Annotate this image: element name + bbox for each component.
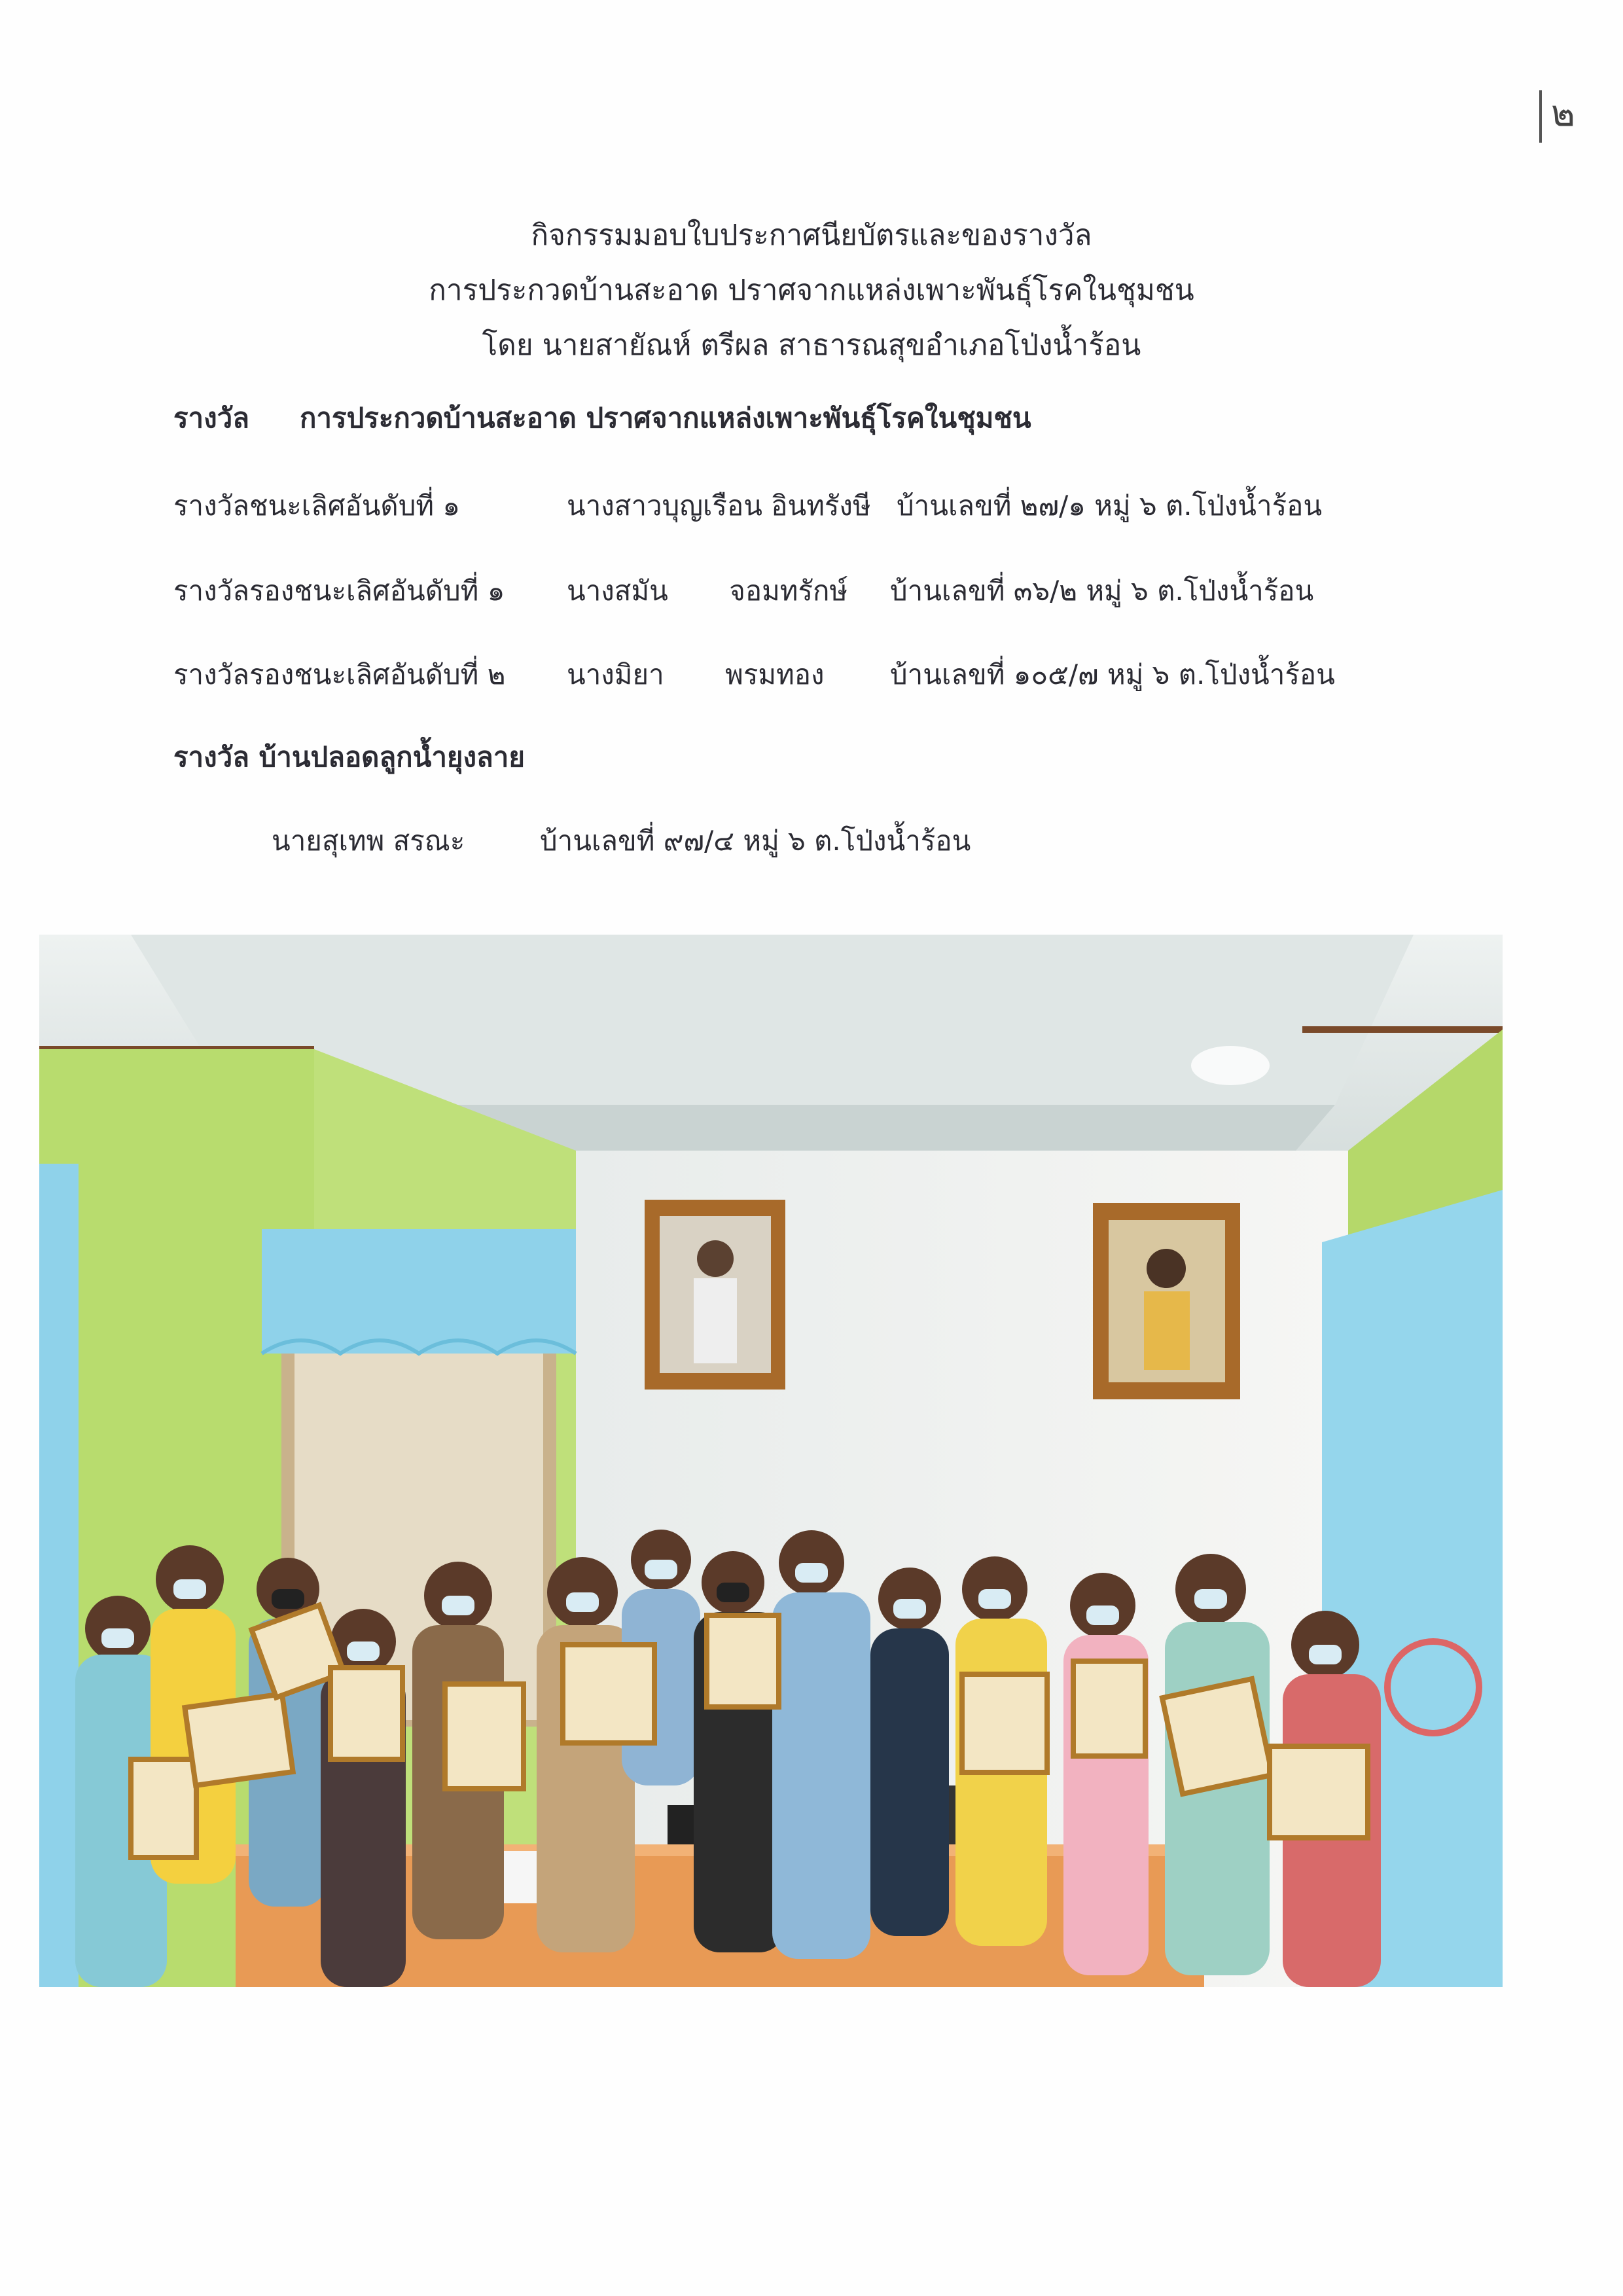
portrait-right [1093,1203,1240,1399]
award-heading [173,397,249,440]
winner-address-3: บ้านเลขที่ ๑๐๕/๗ หมู่ ๖ ต.โป่งน้ำร้อน [890,658,1335,691]
second-award-address: บ้านเลขที่ ๙๗/๔ หมู่ ๖ ต.โป่งน้ำร้อน [540,825,971,857]
winner-name-2: นางสมัน จอมทรักษ์ [567,575,848,607]
title-line-3: โดย นายสายัณห์ ตรีผล สาธารณสุขอำเภอโป่งน้ำร้อน [482,329,1141,362]
winner-name-1: นางสาวบุญเรือน อินทรังษี [567,490,871,522]
winner-address-2: บ้านเลขที่ ๓๖/๒ หมู่ ๖ ต.โป่งน้ำร้อน [890,575,1314,607]
second-award-heading: รางวัล บ้านปลอดลูกน้ำยุงลาย [173,741,525,773]
winner-rank-3: รางวัลรองชนะเลิศอันดับที่ ๒ [173,658,506,691]
page-number-mark [1539,90,1542,143]
group-photo [39,935,1503,1987]
page-number [1539,84,1575,143]
title-line-1: กิจกรรมมอบใบประกาศนียบัตรและของรางวัล [531,219,1092,252]
winner-address-1: บ้านเลขที่ ๒๗/๑ หมู่ ๖ ต.โป่งน้ำร้อน [897,490,1323,522]
winner-name-3: นางมิยา พรมทอง [567,658,825,691]
winner-rank-1: รางวัลชนะเลิศอันดับที่ ๑ [173,490,461,522]
title-line-2: การประกวดบ้านสะอาด ปราศจากแหล่งเพาะพันธุ์โรคในชุมชน [429,274,1194,307]
second-award-name: นายสุเทพ สรณะ [272,825,465,857]
group-photo-illustration [39,935,1503,1987]
winner-rank-2: รางวัลรองชนะเลิศอันดับที่ ๑ [173,575,505,607]
document-title [0,208,1623,373]
portrait-left [645,1200,785,1390]
award-name: การประกวดบ้านสะอาด ปราศจากแหล่งเพาะพันธุ์โรคในชุมชน [300,402,1031,434]
award-label: รางวัล [173,402,249,434]
page-number-text: ๒ [1551,92,1575,135]
